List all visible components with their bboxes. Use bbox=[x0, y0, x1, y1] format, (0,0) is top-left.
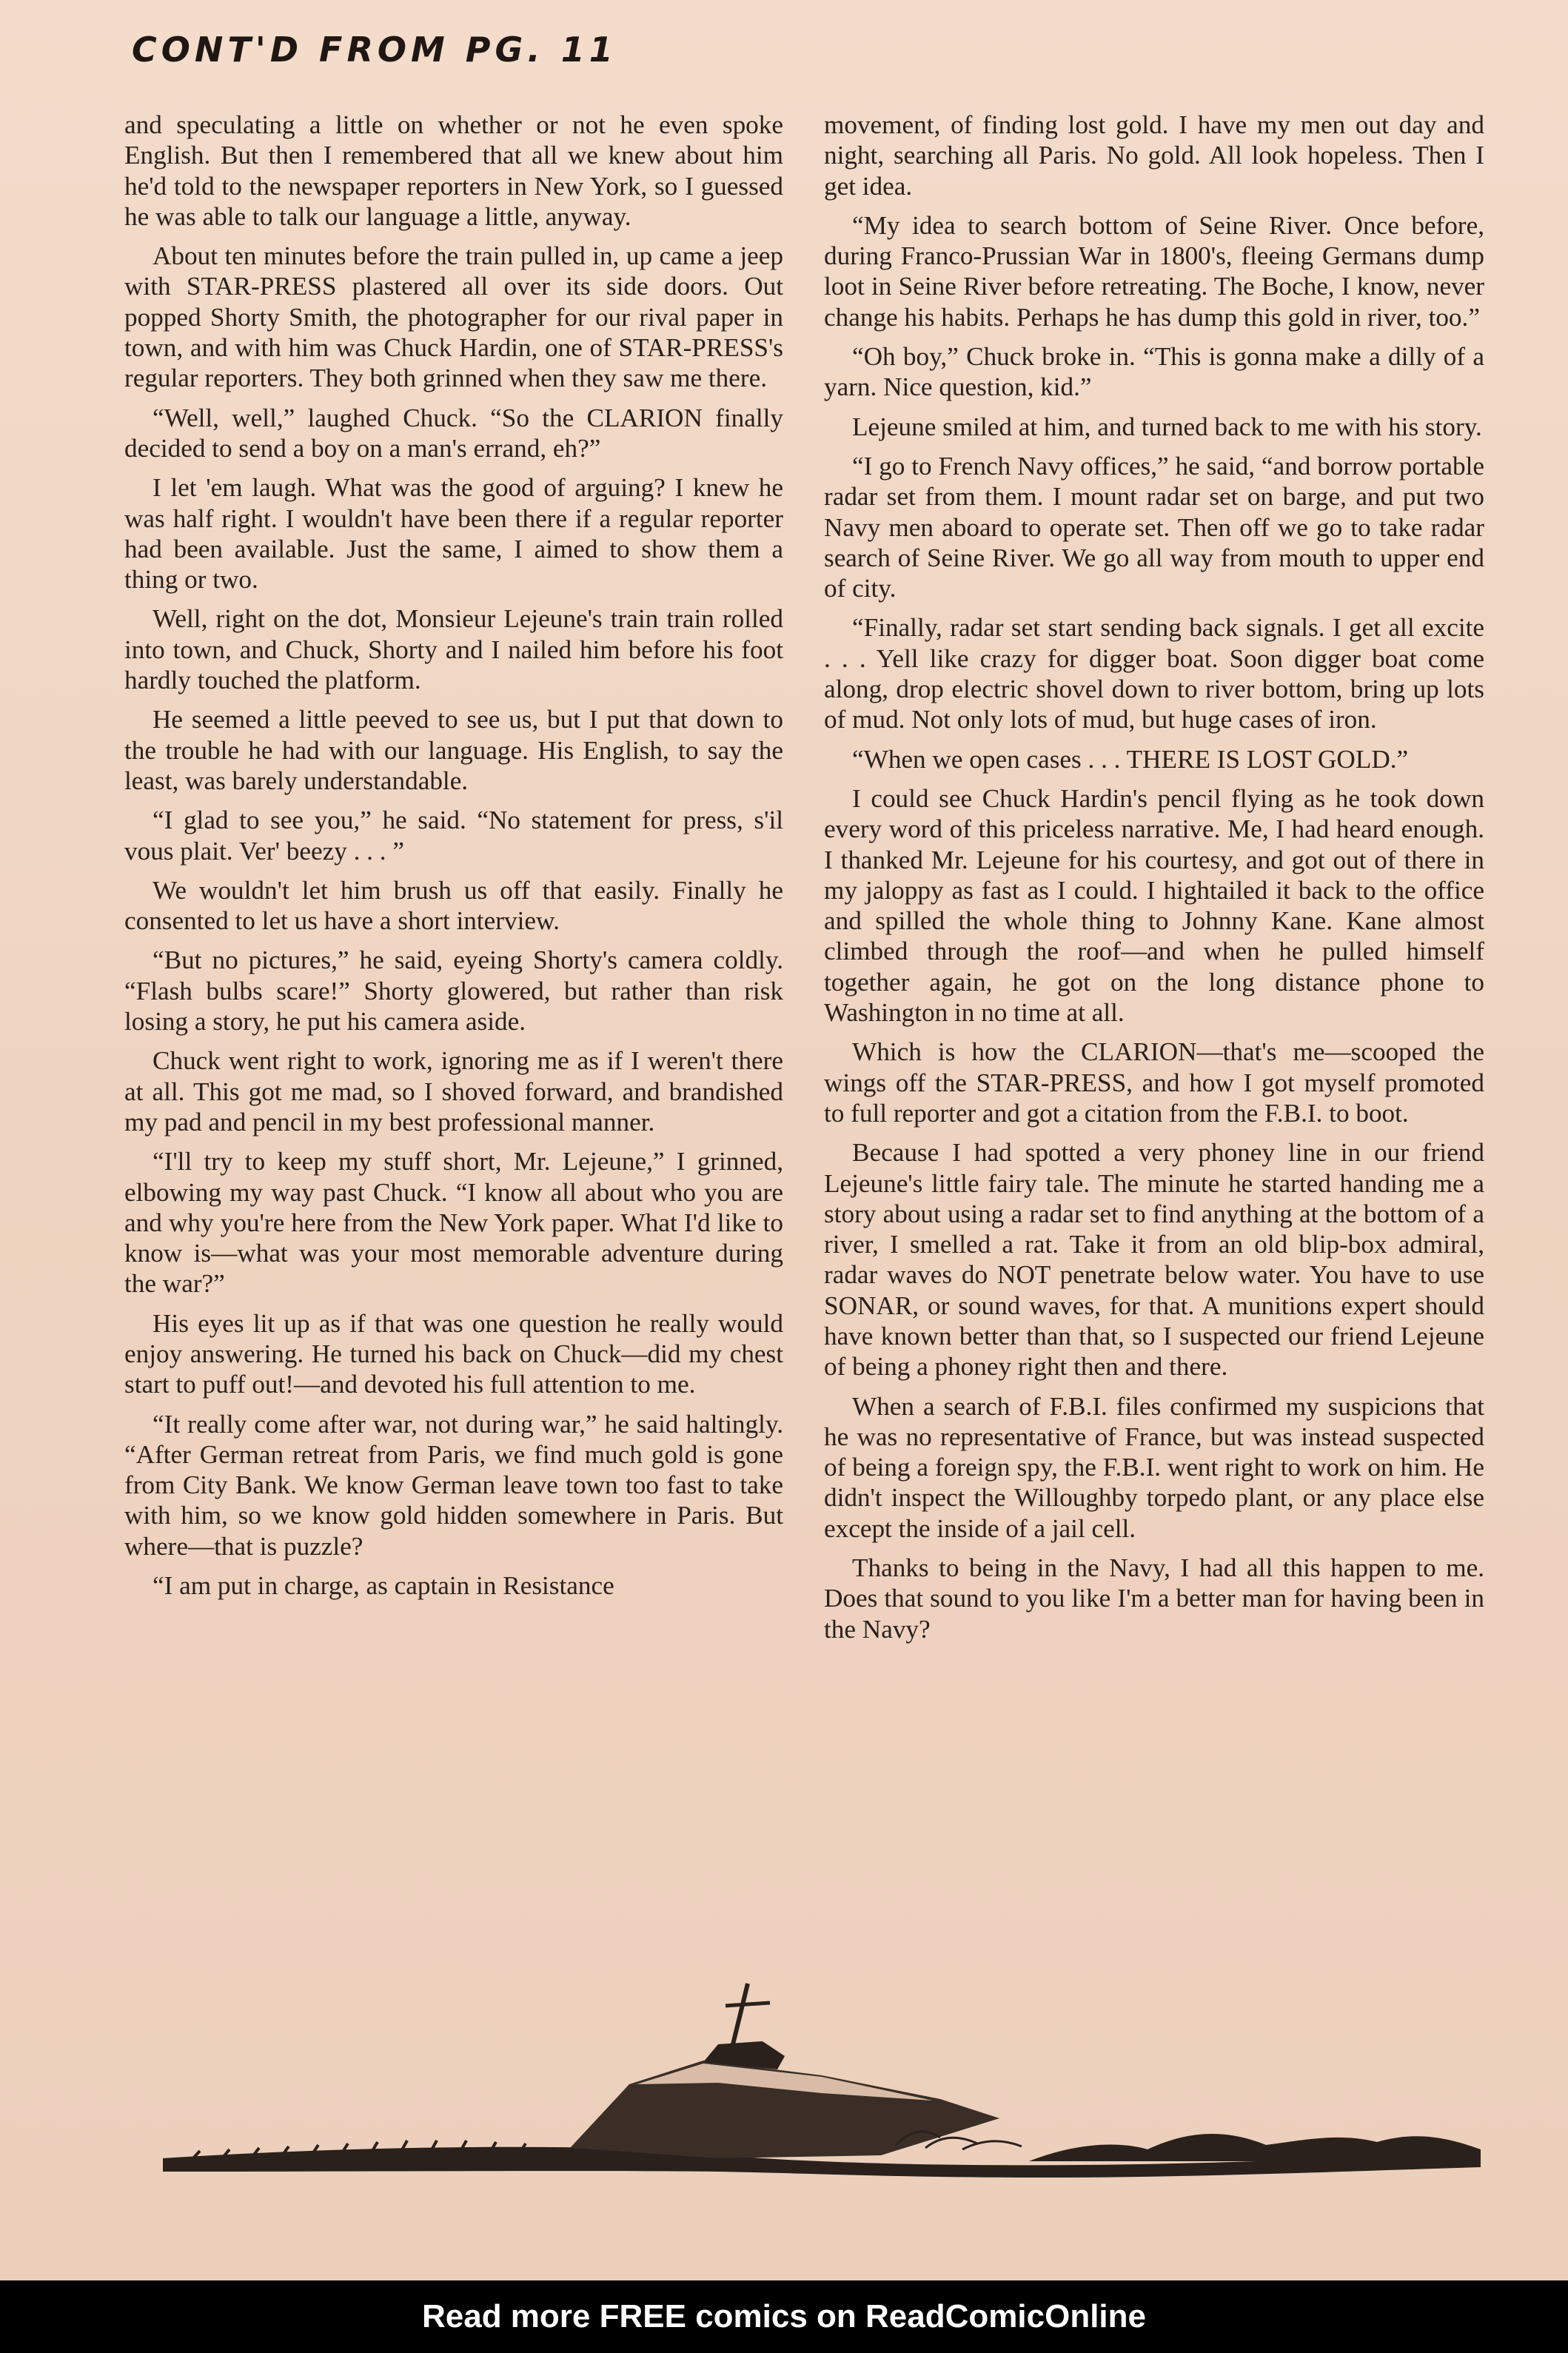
paragraph: We wouldn't let him brush us off that easily. Finally he consented to let us have a short interview. bbox=[124, 875, 783, 936]
paragraph: “Finally, radar set start sending back signals. I get all excite . . . Yell like crazy for digger boat. Soon digger boat come along, drop electric shovel down to river bottom, bring up lots of mud. Not only lots of mud, but huge cases of iron. bbox=[824, 613, 1484, 734]
paragraph: Which is how the CLARION—that's me—scooped the wings off the STAR-PRESS, and how I got myself promoted to full reporter and got a citation from the F.B.I. to boot. bbox=[824, 1037, 1484, 1128]
text-column-left bbox=[124, 110, 783, 1610]
paragraph: movement, of finding lost gold. I have my men out day and night, searching all Paris. No gold. All look hopeless. Then I get idea. bbox=[824, 110, 1484, 201]
paragraph: Thanks to being in the Navy, I had all this happen to me. Does that sound to you like I'm a better man for having been in the Navy? bbox=[824, 1553, 1484, 1644]
promo-banner[interactable]: Read more FREE comics on ReadComicOnline bbox=[0, 2280, 1568, 2353]
paragraph: “I glad to see you,” he said. “No statement for press, s'il vous plait. Ver' beezy . . . ” bbox=[124, 806, 783, 866]
paragraph: I let 'em laugh. What was the good of arguing? I knew he was half right. I wouldn't have been there if a regular reporter had been available. Just the same, I aimed to show them a thing or two. bbox=[124, 473, 783, 595]
coastline bbox=[1029, 2134, 1481, 2161]
paragraph: I could see Chuck Hardin's pencil flying as he took down every word of this priceless narrative. Me, I had heard enough. I thanked Mr. Lejeune for his courtesy, and got out of there in my jaloppy as fast as I could. I hightailed it back to the office and spilled the whole thing to Johnny Kane. Kane almost climbed through the roof—and when he pulled himself together again, he got on the long distance phone to Washington in no time at all. bbox=[824, 783, 1484, 1028]
paragraph: “But no pictures,” he said, eyeing Shorty's camera coldly. “Flash bulbs scare!” Shorty glowered, but rather than risk losing a story, he put his camera aside. bbox=[124, 945, 783, 1037]
paragraph: “Oh boy,” Chuck broke in. “This is gonna make a dilly of a yarn. Nice question, kid.” bbox=[824, 342, 1484, 402]
boat-mast bbox=[733, 1984, 748, 2044]
text-column-right bbox=[824, 110, 1484, 1653]
paragraph: “When we open cases . . . THERE IS LOST GOLD.” bbox=[852, 744, 1409, 774]
paragraph: “It really come after war, not during war,” he said haltingly. “After German retreat from Paris, we find much gold is gone from City Bank. We know German leave town too fast to take with him, so we know gold hidden somewhere in Paris. But where—that is puzzle? bbox=[124, 1409, 783, 1561]
paragraph: Chuck went right to work, ignoring me as if I weren't there at all. This got me mad, so I shoved forward, and brandished my pad and pencil in my best professional manner. bbox=[124, 1046, 783, 1137]
paragraph: “Well, well,” laughed Chuck. “So the CLARION finally decided to send a boy on a man's errand, eh?” bbox=[124, 403, 783, 463]
continued-note: CONT'D FROM PG. 11 bbox=[132, 30, 617, 70]
paragraph: “I am put in charge, as captain in Resistance bbox=[153, 1571, 614, 1601]
paragraph: About ten minutes before the train pulled in, up came a jeep with STAR-PRESS plastered all over its side doors. Out popped Shorty Smith, the photographer for our rival paper in town, and with him was Chuck Hardin, one of STAR-PRESS's regular reporters. They both grinned when they saw me there. bbox=[124, 241, 783, 393]
paragraph: His eyes lit up as if that was one question he really would enjoy answering. He turned his back on Chuck—did my chest start to puff out!—and devoted his full attention to me. bbox=[124, 1308, 783, 1399]
paragraph: Lejeune smiled at him, and turned back to me with his story. bbox=[852, 412, 1482, 441]
paragraph: “I'll try to keep my stuff short, Mr. Lejeune,” I grinned, elbowing my way past Chuck. “I know all about who you are and why you're here from the New York paper. What I'd like to know is—what was your most memorable adventure during the war?” bbox=[124, 1147, 783, 1299]
pt-boat-illustration bbox=[155, 1973, 1488, 2218]
paragraph: and speculating a little on whether or not he even spoke English. But then I remembered that all we knew about him he'd told to the newspaper reporters in New York, so I guessed he was able to talk our language a little, anyway. bbox=[124, 110, 783, 231]
paragraph: Because I had spotted a very phoney line in our friend Lejeune's little fairy tale. The minute he started handing me a story about using a radar set to find anything at the bottom of a river, I smelled a rat. Take it from an old blip-box admiral, radar waves do NOT penetrate below water. You have to use SONAR, or sound waves, for that. A munitions expert should have known better than that, so I suspected our friend Lejeune of being a phoney right then and there. bbox=[824, 1138, 1484, 1382]
paragraph: “My idea to search bottom of Seine River. Once before, during Franco-Prussian War in 1800's, fleeing Germans dump loot in Seine River before retreating. The Boche, I know, never change his habits. Perhaps he has dump this gold in river, too.” bbox=[824, 210, 1484, 332]
paragraph: “I go to French Navy offices,” he said, “and borrow portable radar set from them. I mount radar set on barge, and put two Navy men aboard to operate set. Then off we go to take radar search of Seine River. We go all way from mouth to upper end of city. bbox=[824, 451, 1484, 603]
paragraph: Well, right on the dot, Monsieur Lejeune's train train rolled into town, and Chuck, Shorty and I nailed him before his foot hardly touched the platform. bbox=[124, 604, 783, 695]
paragraph: He seemed a little peeved to see us, but I put that down to the trouble he had with our language. His English, to say the least, was barely understandable. bbox=[124, 705, 783, 795]
paragraph: When a search of F.B.I. files confirmed my suspicions that he was no representative of France, but was instead suspected of being a foreign spy, the F.B.I. went right to work on him. He didn't inspect the Willoughby torpedo plant, or any place else except the inside of a jail cell. bbox=[824, 1391, 1484, 1543]
